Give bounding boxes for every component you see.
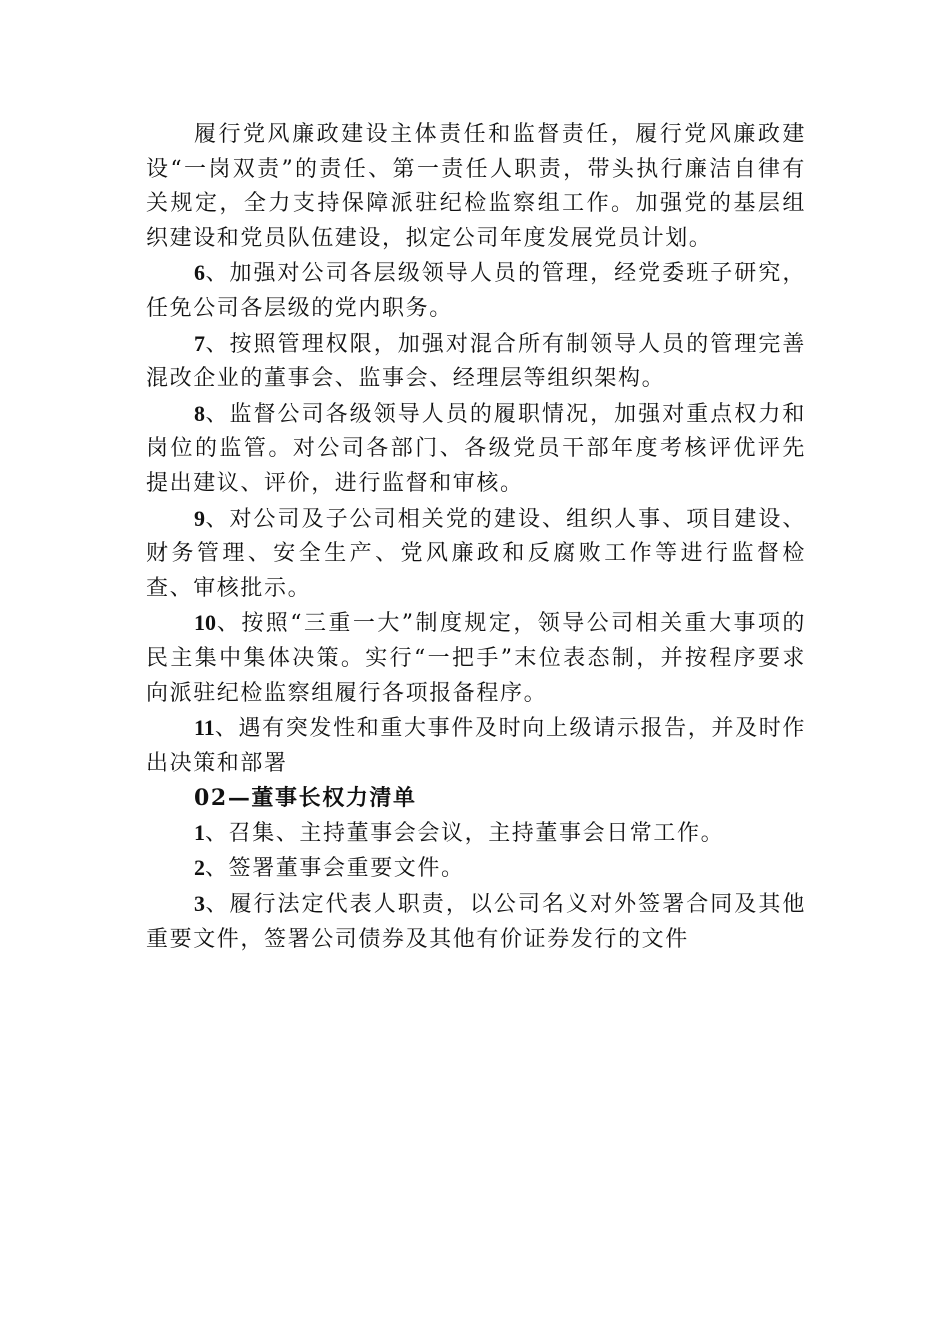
list-item-9 bbox=[146, 502, 806, 607]
item-text: 、遇有突发性和重大事件及时向上级请示报告，并及时作出决策和部署 bbox=[146, 716, 806, 776]
document-page bbox=[146, 118, 806, 957]
item-number: 9 bbox=[194, 505, 205, 531]
item-number: 3 bbox=[194, 891, 205, 917]
section-item-3 bbox=[146, 887, 806, 957]
item-number: 1 bbox=[194, 819, 205, 845]
item-number: 6 bbox=[194, 260, 205, 286]
item-number: 2 bbox=[194, 855, 205, 881]
item-text: 、按照管理权限，加强对混合所有制领导人员的管理完善混改企业的董事会、监事会、经理层等组织架构。 bbox=[146, 331, 806, 392]
list-item-8 bbox=[146, 397, 806, 502]
item-text: 、按照“三重一大”制度规定，领导公司相关重大事项的民主集中集体决策。实行“一把手”末位表态制，并按程序要求向派驻纪检监察组履行各项报备程序。 bbox=[146, 611, 806, 706]
item-text: 、加强对公司各层级领导人员的管理，经党委班子研究，任免公司各层级的党内职务。 bbox=[146, 261, 806, 321]
item-text: 、履行法定代表人职责，以公司名义对外签署合同及其他重要文件，签署公司债券及其他有价证券发行的文件 bbox=[146, 892, 806, 952]
list-item-7 bbox=[146, 327, 806, 397]
item-text: 、对公司及子公司相关党的建设、组织人事、项目建设、财务管理、安全生产、党风廉政和反腐败工作等进行监督检查、审核批示。 bbox=[146, 506, 806, 601]
item-text: 、监督公司各级领导人员的履职情况，加强对重点权力和岗位的监管。对公司各部门、各级党员干部年度考核评优评先提出建议、评价，进行监督和审核。 bbox=[146, 401, 806, 496]
section-heading: 02—董事长权力清单 bbox=[194, 785, 417, 812]
section-item-1 bbox=[146, 816, 806, 852]
item-text: 、召集、主持董事会会议，主持董事会日常工作。 bbox=[205, 820, 725, 846]
section-item-2 bbox=[146, 851, 806, 887]
paragraph-party-responsibility bbox=[146, 118, 806, 256]
paragraph-text: 履行党风廉政建设主体责任和监督责任，履行党风廉政建设“一岗双责”的责任、第一责任人职责，带头执行廉洁自律有关规定，全力支持保障派驻纪检监察组工作。加强党的基层组织建设和党员队伍建设，拟定公司年度发展党员计划。 bbox=[146, 122, 806, 251]
item-number: 10 bbox=[194, 610, 216, 636]
item-number: 11 bbox=[194, 715, 215, 741]
item-number: 8 bbox=[194, 400, 205, 426]
item-number: 7 bbox=[194, 330, 205, 356]
item-text: 、签署董事会重要文件。 bbox=[205, 856, 465, 882]
list-item-10 bbox=[146, 606, 806, 711]
list-item-11 bbox=[146, 711, 806, 781]
list-item-6 bbox=[146, 256, 806, 326]
